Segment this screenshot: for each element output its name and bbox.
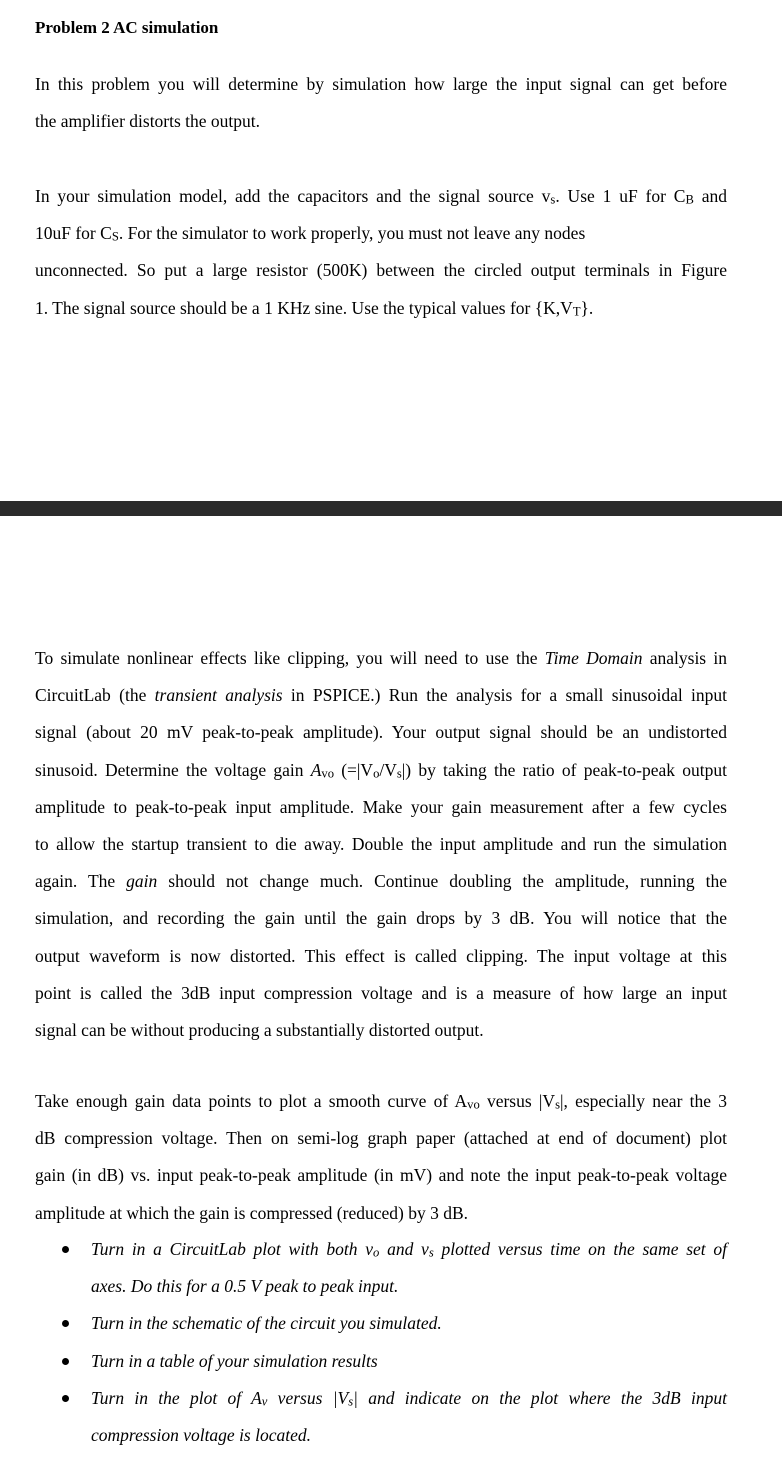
deliverable-1-line-1: Turn in a CircuitLab plot with both vo and vs plotted versus time on the same set of	[91, 1239, 727, 1260]
deliverable-4-line-1: Turn in the plot of Av versus |Vs| and indicate on the plot where the 3dB input	[91, 1387, 728, 1409]
bullet-icon	[62, 1395, 69, 1402]
clipping-line-10: point is called the 3dB input compression voltage and is a measure of how large an input	[35, 982, 727, 1003]
problem-heading: Problem 2 AC simulation	[35, 18, 219, 37]
bullet-icon	[62, 1320, 69, 1327]
bullet-icon	[62, 1246, 69, 1253]
gain-data-paragraph	[35, 1083, 727, 1232]
clipping-line-11: signal can be without producing a substantially distorted output.	[35, 1020, 484, 1041]
deliverable-item	[0, 1305, 782, 1342]
model-line-1: In your simulation model, add the capacitors and the signal source vs. Use 1 uF for CB and	[35, 186, 727, 207]
deliverable-item	[0, 1231, 782, 1305]
clipping-line-9: output waveform is now distorted. This effect is called clipping. The input voltage at this	[35, 945, 727, 966]
clipping-line-2: CircuitLab (the transient analysis in PSPICE.) Run the analysis for a small sinusoidal input	[35, 685, 727, 706]
bullet-icon	[62, 1358, 69, 1365]
intro-line-2: the amplifier distorts the output.	[35, 111, 261, 132]
deliverable-item	[0, 1380, 782, 1454]
gain-line-4: amplitude at which the gain is compressed (reduced) by 3 dB.	[35, 1202, 469, 1223]
deliverable-1-line-2: axes. Do this for a 0.5 V peak to peak input.	[91, 1276, 399, 1297]
page-bottom	[0, 516, 782, 1469]
clipping-paragraph	[35, 640, 727, 1049]
page-top	[0, 0, 782, 501]
model-line-2: 10uF for CS. For the simulator to work properly, you must not leave any nodes	[35, 223, 586, 244]
intro-line-1: In this problem you will determine by simulation how large the input signal can get before	[35, 74, 727, 94]
deliverable-2: Turn in the schematic of the circuit you simulated.	[91, 1313, 442, 1334]
gain-line-3: gain (in dB) vs. input peak-to-peak amplitude (in mV) and note the input peak-to-peak voltage	[35, 1165, 727, 1186]
page-break-divider	[0, 501, 782, 516]
deliverable-4-line-2: compression voltage is located.	[91, 1425, 312, 1446]
gain-line-2: dB compression voltage. Then on semi-log graph paper (attached at end of document) plot	[35, 1128, 727, 1149]
clipping-line-4: sinusoid. Determine the voltage gain Avo (=|Vo/Vs|) by taking the ratio of peak-to-peak output	[35, 759, 727, 781]
gain-line-1: Take enough gain data points to plot a smooth curve of Avo versus |Vs|, especially near the 3	[35, 1091, 727, 1112]
clipping-line-8: simulation, and recording the gain until the gain drops by 3 dB. You will notice that the	[35, 908, 727, 929]
model-line-3: unconnected. So put a large resistor (500K) between the circled output terminals in Figure	[35, 260, 727, 281]
model-line-4: 1. The signal source should be a 1 KHz sine. Use the typical values for {K,VT}.	[35, 297, 594, 319]
intro-paragraph	[35, 66, 727, 140]
deliverable-3: Turn in a table of your simulation results	[91, 1350, 378, 1371]
clipping-line-1: To simulate nonlinear effects like clipping, you will need to use the Time Domain analysis in	[35, 648, 727, 668]
clipping-line-7: again. The gain should not change much. Continue doubling the amplitude, running the	[35, 871, 727, 892]
clipping-line-3: signal (about 20 mV peak-to-peak amplitude). Your output signal should be an undistorted	[35, 722, 727, 743]
deliverables-list	[0, 1231, 782, 1454]
clipping-line-6: to allow the startup transient to die away. Double the input amplitude and run the simulation	[35, 834, 727, 855]
clipping-line-5: amplitude to peak-to-peak input amplitude. Make your gain measurement after a few cycles	[35, 796, 727, 817]
deliverable-item	[0, 1343, 782, 1380]
model-paragraph	[35, 178, 727, 327]
